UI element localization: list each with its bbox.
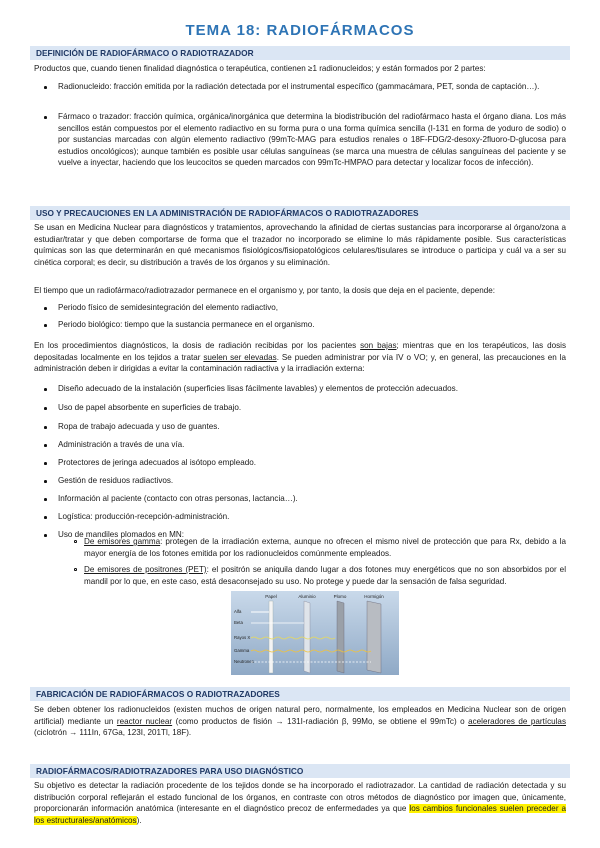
text-run: Se deben obtener los radionucleidos (existen muchos de origen natural pero, normalmente, los empleados en Medicina Nuclear son de origen artificial) mediante un: [34, 705, 566, 726]
definition-bullet-radionucleido: Radionucleido: fracción emitida por la radiación detectada por el instrumental específico (gammacámara, PET, sonda de captación…).: [58, 82, 540, 91]
underlined-text: De emisores gamma: [84, 537, 161, 546]
text-run: ; mientras que en los terapéuticos, las dosis depositadas localmente en los tejidos a tratar: [34, 341, 566, 362]
uso-paragraph-1: Se usan en Medicina Nuclear para diagnósticos y tratamientos, aprovechando la afinidad de ciertas sustancias para incorporarse al órgano/zona a estudiar/tratar y que deben comportarse de forma que el trazador no incorporado se elimine lo más rápidamente posible. Sus características químicas son las que determinarán en qué mecanismos fisiológicos/fisiopatológicos celulares/tisulares se introduce o participa y cuál va a ser su cinética corporal; es decir, su distribución a través de los órganos y su eliminación.: [34, 223, 566, 267]
row-label-neutrones: Neutrones: [234, 659, 254, 664]
bullet-icon: [44, 307, 47, 310]
bullet-icon: [44, 426, 47, 429]
mandil-positrones: [84, 564, 566, 587]
underlined-text: reactor nuclear: [116, 716, 173, 726]
bullet-icon: [44, 324, 47, 327]
highlighted-text: los cambios funcionales suelen preceder a los estructurales/anatómicos: [34, 804, 566, 825]
bullet-icon: [44, 498, 47, 501]
sub-bullet-icon: [74, 568, 77, 571]
precaucion-item-9: Uso de mandiles plomados en MN:: [58, 530, 184, 539]
bullet-icon: [44, 444, 47, 447]
radiation-penetration-figure: [231, 591, 399, 675]
precaucion-item-6: Gestión de residuos radiactivos.: [58, 476, 174, 485]
bullet-icon: [44, 534, 47, 537]
section-heading-uso-diagnostico: RADIOFÁRMACOS/RADIOTRAZADORES PARA USO DIAGNÓSTICO: [30, 764, 570, 778]
sub-bullet-icon: [74, 540, 77, 543]
text-run: En los procedimientos diagnósticos, la dosis de radiación recibidas por los pacientes: [34, 341, 361, 350]
bullet-icon: [44, 388, 47, 391]
text-run: . Se pueden administrar por vía IV o VO; y, en general, las precauciones en la administración deben ir dirigidas a evitar la contaminación radiactiva y la irradiación externa:: [34, 352, 566, 374]
document-title: TEMA 18: RADIOFÁRMACOS: [185, 22, 415, 39]
tiempo-item-2: Periodo biológico: tiempo que la sustancia permanece en el organismo.: [58, 320, 315, 329]
underlined-text: son bajas: [360, 341, 397, 350]
section-heading-definition: DEFINICIÓN DE RADIOFÁRMACO O RADIOTRAZADOR: [30, 46, 570, 60]
bullet-icon: [44, 116, 47, 119]
precaucion-item-1: Diseño adecuado de la instalación (superficies lisas fácilmente lavables) y elementos de protección adecuados.: [58, 384, 458, 393]
bullet-icon: [44, 86, 47, 89]
text-run: Su objetivo es detectar la radiación procedente de los tejidos donde se ha incorporado el radiotrazador. La cantidad de radiación detectada y su distribución corporal reflejarán el estado funcional de los órganos, en contraste con otros métodos de diagnóstico por imagen que, únicamente, proporcionarán información anatómica (interesante en el diagnóstico precoz de enfermedades ya que: [34, 781, 566, 814]
definition-intro: Productos que, cuando tienen finalidad diagnóstica o terapéutica, contienen ≥1 radionucleidos; y están formados por 2 partes:: [34, 64, 486, 73]
text-run: (como productos de fisión → 131I-radiación β, 99Mo, se obtiene el 99mTc) o: [172, 716, 469, 726]
precaucion-item-4: Administración a través de una vía.: [58, 440, 185, 449]
uso-paragraph-2: El tiempo que un radiofármaco/radiotrazador permanece en el organismo y, por tanto, la dosis que deja en el paciente, depende:: [34, 286, 496, 295]
precaucion-item-7: Información al paciente (contacto con otras personas, lactancia…).: [58, 494, 298, 503]
row-label-alfa: Alfa: [234, 609, 242, 614]
underlined-text: aceleradores de partículas: [468, 716, 566, 726]
section-heading-uso-precauciones: USO Y PRECAUCIONES EN LA ADMINISTRACIÓN DE RADIOFÁRMACOS O RADIOTRAZADORES: [30, 206, 570, 220]
col-label-papel: Papel: [265, 594, 277, 599]
row-label-gamma: Gamma: [234, 648, 250, 653]
precaucion-item-3: Ropa de trabajo adecuada y uso de guantes.: [58, 422, 220, 431]
row-label-rayos-x: Rayos X: [234, 635, 251, 640]
text-run: ).: [136, 815, 142, 825]
text-run: (ciclotrón → 111In, 67Ga, 123I, 201Tl, 18F).: [34, 728, 192, 738]
bullet-icon: [44, 516, 47, 519]
bullet-icon: [44, 462, 47, 465]
fabricacion-paragraph: [34, 704, 566, 739]
col-label-plomo: Plomo: [333, 594, 347, 599]
col-label-hormigon: Hormigón: [364, 594, 384, 599]
underlined-text: De emisores de positrones (PET): [84, 565, 207, 574]
section-heading-fabricacion: FABRICACIÓN DE RADIOFÁRMACOS O RADIOTRAZADORES: [30, 687, 570, 701]
mandil-gamma: [84, 536, 566, 559]
concrete-barrier: [367, 601, 381, 673]
definition-bullet-farmaco: Fármaco o trazador: fracción química, orgánica/inorgánica que determina la biodistribución del radiofármaco hasta el órgano diana. Los más sencillos están compuestos por el elemento radiactivo en su forma pura o una forma química sencilla (I-131 en forma de yoduro de sodio) o por sustancias marcadas con algún elemento radiactivo (99mTc-MAG para estudios renales o 18F-FDG/2-desoxy-2fluoro-D-glucosa para estudios oncológicos); aunque también es posible usar células sanguíneas (se marca una muestra de células sanguíneas del paciente y se vuelve a inyectar, haciendo que los leucocitos se queden marcados con 99mTc-HMPAO para detectar y localizar focos de infección).: [58, 112, 566, 168]
precaucion-item-2: Uso de papel absorbente en superficies de trabajo.: [58, 403, 242, 412]
text-run: : protegen de la irradiación externa, aunque no ofrecen el mismo nivel de protección que para Rx, debido a la mayor energía de los fotones emitida por los radionucleidos comúnmente empleados.: [84, 537, 566, 558]
col-label-aluminio: Aluminio: [298, 594, 316, 599]
underlined-text: suelen ser elevadas: [203, 352, 277, 362]
precaucion-item-5: Protectores de jeringa adecuados al isótopo empleado.: [58, 458, 256, 467]
uso-paragraph-3: [34, 340, 566, 375]
diagnostico-paragraph: [34, 780, 566, 826]
bullet-icon: [44, 407, 47, 410]
text-run: : el positrón se aniquila dando lugar a dos fotones muy energéticos que no son absorbidos por el mandil por lo que, en este caso, está desaconsejado su uso. No protege y puede dar la sensación de falsa seguridad.: [84, 565, 566, 586]
bullet-icon: [44, 480, 47, 483]
row-label-beta: Beta: [234, 620, 243, 625]
tiempo-item-1: Periodo físico de semidesintegración del elemento radiactivo,: [58, 303, 279, 312]
precaucion-item-8: Logística: producción-recepción-administración.: [58, 512, 230, 521]
